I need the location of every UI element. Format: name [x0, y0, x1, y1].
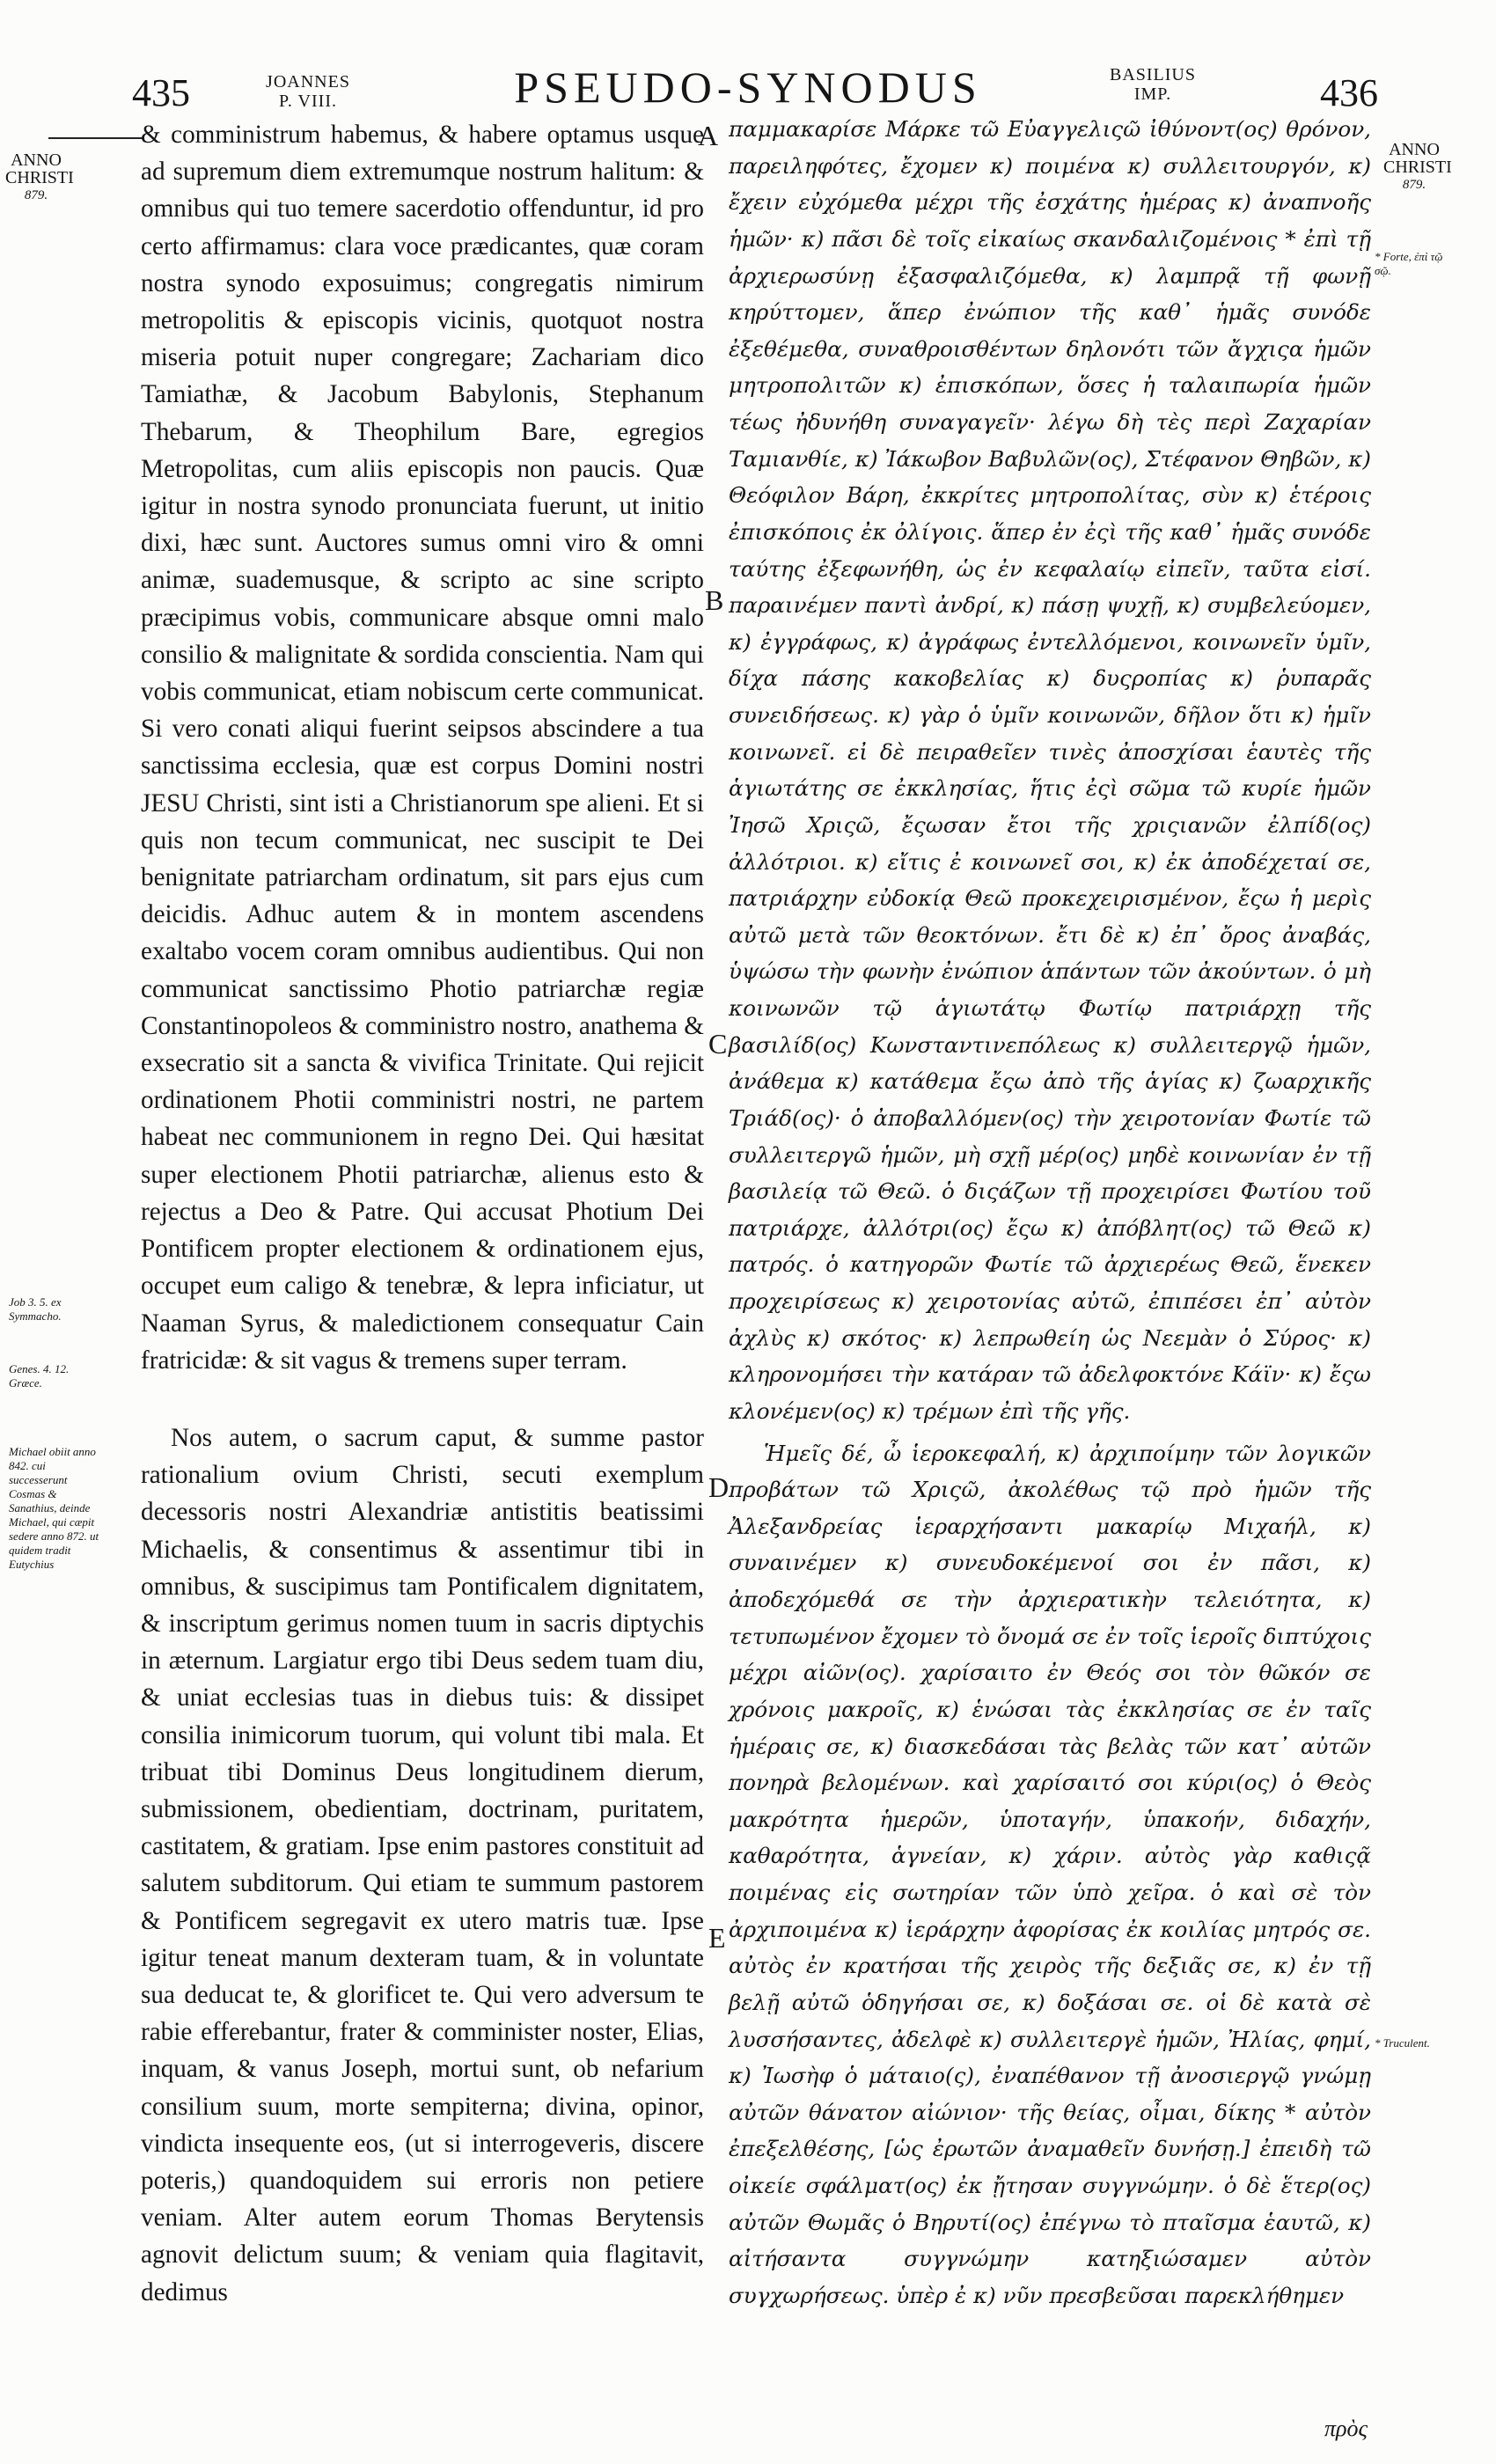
section-letter-b: B [705, 584, 724, 616]
anno-label: ANNO [11, 150, 62, 170]
margin-note-michael: Michael obiit anno 842. cui successerunt Cosmas & Sanathius, deinde Michael, qui cæpit sedere anno 872. ut quidem tradit Eutychius [9, 1445, 99, 1571]
greek-paragraph: παμμακαρίσε Μάρκε τῶ Εὐαγγελιςῶ ἰθύνοντ(ος) θρόνον, παρειληφότες, ἔχομεν κ) ποιμένα κ) συλλειτουργόν, κ) ἔχειν εὐχόμεθα μέχρι τῆς ἐσχάτης ἡμέρας κ) ἀναπνοῆς ἡμῶν· κ) πᾶσι δὲ τοῖς εἰκαίως σκανδαλιζομένοις * ἐπὶ τῇ ἀρχιερωσύνῃ ἐξασφαλιζόμεθα, κ) λαμπρᾷ τῇ φωνῇ κηρύττομεν, ἅπερ ἐνώπιον τῆς καθ᾽ ἡμᾶς συνόδε ἐξεθέμεθα, συναθροισθέντων δηλονότι τῶν ἄγχιςα ἡμῶν μητροπολιτῶν κ) ἐπισκόπων, ὅσες ἡ ταλαιπωρία ἡμῶν τέως ἠδυνήθη συναγαγεῖν· λέγω δὴ τὲς περὶ Ζαχαρίαν Ταμιανθίε, κ) Ἰάκωβον Βαβυλῶν(ος), Στέφανον Θηβῶν, κ) Θεόφιλον Βάρη, ἐκκρίτες μητροπολίτας, σὺν κ) ἑτέροις ἐπισκόποις ἐκ ὀλίγοις. ἅπερ ἐν ἐςὶ τῆς καθ᾽ ἡμᾶς συνόδε ταύτης ἐξεφωνήθη, ὡς ἐν κεφαλαίῳ εἰπεῖν, ταῦτα εἰσί. παραινέμεν παντὶ ἀνδρί, κ) πάσῃ ψυχῇ, κ) συμβελεύομεν, κ) ἐγγράφως, κ) ἀγράφως ἐντελλόμενοι, κοινωνεῖν ὑμῖν, δίχα πάσης κακοβελίας κ) δυςροπίας κ) ῥυπαρᾶς συνειδήσεως. κ) γὰρ ὁ ὑμῖν κοινωνῶν, δῆλον ὅτι κ) ἡμῖν κοινωνεῖ. εἰ δὲ πειραθεῖεν τινὲς ἀποσχίσαι ἑαυτὲς τῆς ἁγιωτάτης σε ἐκκλησίας, ἥτις ἐςὶ σῶμα τῶ κυρίε ἡμῶν Ἰησῶ Χριςῶ, ἔςωσαν ἔτοι τῆς χριςιανῶν ἐλπίδ(ος) ἀλλότριοι. κ) εἴτις ἐ κοινωνεῖ σοι, κ) ἐκ ἀποδέχεταί σε, πατριάρχην εὐδοκίᾳ Θεῶ προκεχειρισμένον, ἔςω ἡ μερὶς αὐτῶ μετὰ τῶν θεοκτόνων. ἔτι δὲ κ) ἐπ᾽ ὄρος ἀναβάς, ὑψώσω τὴν φωνὴν ἐνώπιον ἁπάντων τῶν ἀκούντων. ὁ μὴ κοινωνῶν τῷ ἁγιωτάτῳ Φωτίῳ πατριάρχῃ τῆς βασιλίδ(ος) Κωνσταντινεπόλεως κ) συλλειτεργῷ ἡμῶν, ἀνάθεμα κ) κατάθεμα ἔςω ἀπὸ τῆς ἁγίας κ) ζωαρχικῆς Τριάδ(ος)· ὁ ἀποβαλλόμεν(ος) τὴν χειροτονίαν Φωτίε τῶ συλλειτεργῶ ἡμῶν, μὴ σχῇ μέρ(ος) μηδὲ κοινωνίαν ἐν τῇ βασιλείᾳ τῶ Θεῶ. ὁ διςάζων τῇ προχειρίσει Φωτίου τοῦ πατριάρχε, ἀλλότρι(ος) ἔςω κ) ἀπόβλητ(ος) τῶ Θεῶ κ) πατρός. ὁ κατηγορῶν Φωτίε τῶ ἀρχιερέως Θεῶ, ἕνεκεν προχειρίσεως κ) χειροτονίας αὐτῶ, ἐπιπέσει ἐπ᾽ αὐτὸν ἀχλὺς κ) σκότος· κ) λεπρωθείη ὡς Νεεμὰν ὁ Σύρος· κ) κληρονομήσει τὴν κατάραν τῶ ἀδελφοκτόνε Κάϊν· κ) ἔςω κλονέμεν(ος) κ) τρέμων ἐπὶ τῆς γῆς. [729, 116, 1371, 1424]
running-head-right-line: BASILIUS [1109, 65, 1196, 84]
running-head-left-line: JOANNES [266, 72, 350, 92]
latin-column [141, 116, 704, 2311]
section-letter-e: E [708, 1922, 726, 1954]
margin-note-forte: * Forte, ἐπὶ τῷ σῷ. [1375, 250, 1443, 277]
running-head-left-line: P. VIII. [279, 92, 337, 111]
margin-note-genesis: Genes. 4. 12. Græce. [9, 1362, 70, 1390]
anno-label: ANNO [1389, 140, 1440, 159]
anno-year: 879. [1402, 178, 1426, 192]
latin-paragraph: & comministrum habemus, & habere optamus usque ad supremum diem extremumque nostrum halitum: & omnibus qui tuo temere sacerdotio offenduntur, id pro certo affirmamus: clara voce prædicantes, quæ coram nostra synodo exposuimus; congregatis nimirum metropolitis & episcopis vicinis, quotquot nostra miseria potuit nuper congregare; Zachariam dico Tamiathæ, & Jacobum Babylonis, Stephanum Thebarum, & Theophilum Bare, egregios Metropolitas, cum aliis episcopis non paucis. Quæ igitur in nostra synodo pronunciata fuerunt, ut initio dixi, hæc sunt. Auctores sumus omni viro & omni animæ, suademusque, & scripto ac sine scripto præcipimus vobis, communicare absque omni malo consilio & malignitate & sordida conscientia. Nam qui vobis communicat, etiam nobiscum certe communicat. Si vero conati aliqui fuerint seipsos abscindere a tua sanctissima ecclesia, quæ est corpus Domini nostri JESU Christi, sint isti a Christianorum spe alieni. Et si quis non tecum communicat, nec suscipit te Dei benignitate patriarcham ordinatum, sit pars ejus cum deicidis. Adhuc autem & in montem ascendens exaltabo vocem coram omnibus audientibus. Qui non communicat sanctissimo Photio patriarchæ regiæ Constantinopoleos & comministro nostro, anathema & exsecratio sit a sancta & vivifica Trinitate. Qui rejicit ordinationem Photii comministri nostri, ne partem habeat nec communionem in regno Dei. Qui hæsitat super electionem Photii patriarchæ, alienus esto & rejectus a Deo & Patre. Qui accusat Photium Dei Pontificem propter electionem & ordinationem ejus, occupet eum caligo & tenebræ, & lepra inficiatur, ut Naaman Syrus, & maledictionem consequatur Cain fratricidæ: & sit vagus & tremens super terram. [141, 121, 704, 1375]
page-number-right: 436 [1320, 71, 1378, 114]
section-letter-a: A [698, 120, 719, 151]
running-head-right [1096, 65, 1210, 104]
anno-christi-right [1383, 140, 1452, 194]
latin-paragraph: Nos autem, o sacrum caput, & summe pastor rationalium ovium Christi, secuti exemplum decessoris nostri Alexandriæ antistitis beatissimi Michaelis, & consentimus & assentimur tibi in omnibus, & suscipimus tam Pontificalem dignitatem, & inscriptum gerimus nomen tuum in sacris diptychis in æternum. Largiatur ergo tibi Deus sedem tuam diu, & uniat ecclesias tuas in diebus tuis: & dissipet consilia inimicorum tuorum, qui volunt tibi mala. Et tribuat tibi Dominus Deus longitudinem dierum, submissionem, obedientiam, doctrinam, puritatem, castitatem, & gratiam. Ipse enim pastores constituit ad salutem subditorum. Qui etiam te summum pastorem & Pontificem segregavit ex utero matris tuæ. Ipse igitur teneat manum dexteram tuam, & in voluntate sua deducat te, & glorificet te. Qui vero adversum te rabie efferebantur, frater & comminister noster, Elias, inquam, & vanus Joseph, mortui sunt, ob nefarium consilium suum, morte sempiterna; divina, opinor, vindicta insequente eos, (ut si interrogeveris, discere poteris,) quandoquidem sui erroris non petiere veniam. Alter autem eorum Thomas Berytensis agnovit delictum suum; & veniam quia flagitavit, dedimus [141, 1423, 704, 2306]
anno-year: 879. [24, 188, 48, 202]
continuation-dash [48, 137, 143, 139]
margin-note-truculent: * Truculent. [1375, 2036, 1430, 2050]
running-title: PSEUDO-SYNODUS [514, 62, 982, 112]
section-letter-d: D [708, 1471, 730, 1503]
margin-note-job: Job 3. 5. ex Symmacho. [9, 1295, 62, 1323]
page-number-left: 435 [132, 71, 190, 114]
running-head-left [255, 72, 361, 111]
anno-christi-left [5, 150, 74, 204]
greek-column [729, 111, 1371, 2314]
christi-label: CHRISTI [5, 168, 74, 187]
running-head-right-line: IMP. [1133, 84, 1172, 104]
section-letter-c: C [708, 1028, 728, 1060]
christi-label: CHRISTI [1383, 158, 1452, 177]
catchword: πρὸς [1324, 2416, 1368, 2441]
greek-paragraph: Ἡμεῖς δέ, ὦ ἱεροκεφαλή, κ) ἀρχιποίμην τῶν λογικῶν προβάτων τῶ Χριςῶ, ἀκολέθως τῷ πρὸ ἡμῶν τῆς Ἀλεξανδρείας ἱεραρχήσαντι μακαρίῳ Μιχαήλ, κ) συναινέμεν κ) συνευδοκέμενοί σοι ἐν πᾶσι, κ) ἀποδεχόμεθά σε τὴν ἀρχιερατικὴν τελειότητα, κ) τετυπωμένον ἔχομεν τὸ ὄνομά σε ἐν τοῖς ἱεροῖς διπτύχοις μέχρι αἰῶν(ος). χαρίσαιτο ἐν Θεός σοι τὸν θῶκόν σε χρόνοις μακροῖς, κ) ἑνώσαι τὰς ἐκκλησίας σε ἐν ταῖς ἡμέραις σε, κ) διασκεδάσαι τὰς βελὰς τῶν κατ᾽ αὐτῶν πονηρὰ βελομένων. καὶ χαρίσαιτό σοι κύρι(ος) ὁ Θεὸς μακρότητα ἡμερῶν, ὑποταγήν, ὑπακοήν, διδαχήν, καθαρότητα, ἁγνείαν, κ) χάριν. αὐτὸς γὰρ καθιςᾷ ποιμένας εἰς σωτηρίαν τῶν ὑπὸ χεῖρα. ὁ καὶ σὲ τὸν ἀρχιποιμένα κ) ἱεράρχην ἀφορίσας ἐκ κοιλίας μητρός σε. αὐτὸς ἐν κρατήσαι τῆς χειρὸς τῆς δεξιᾶς σε, κ) ἐν τῇ βελῇ αὐτῶ ὁδηγήσαι σε, κ) δοξάσαι σε. οἱ δὲ κατὰ σὲ λυσσήσαντες, ἀδελφὲ κ) συλλειτεργὲ ἡμῶν, Ἠλίας, φημί, κ) Ἰωσὴφ ὁ μάταιο(ς), ἐναπέθανον τῇ ἀνοσιεργῷ γνώμῃ αὐτῶν θάνατον αἰώνιον· τῆς θείας, οἶμαι, δίκης * αὐτὸν ἐπεξελθέσης, [ὡς ἐρωτῶν ἀναμαθεῖν δυνήσῃ.] ἐπειδὴ τῶ οἰκείε σφάλματ(ος) ἐκ ᾔτησαν συγγνώμην. ὁ δὲ ἕτερ(ος) αὐτῶν Θωμᾶς ὁ Βηρυτί(ος) ἐπέγνω τὸ πταῖσμα ἑαυτῶ, κ) αἰτήσαντα συγγνώμην κατηξιώσαμεν αὐτὸν συγχωρήσεως. ὑπὲρ ἐ κ) νῦν πρεσβεῦσαι παρεκλήθημεν [729, 1440, 1371, 2308]
